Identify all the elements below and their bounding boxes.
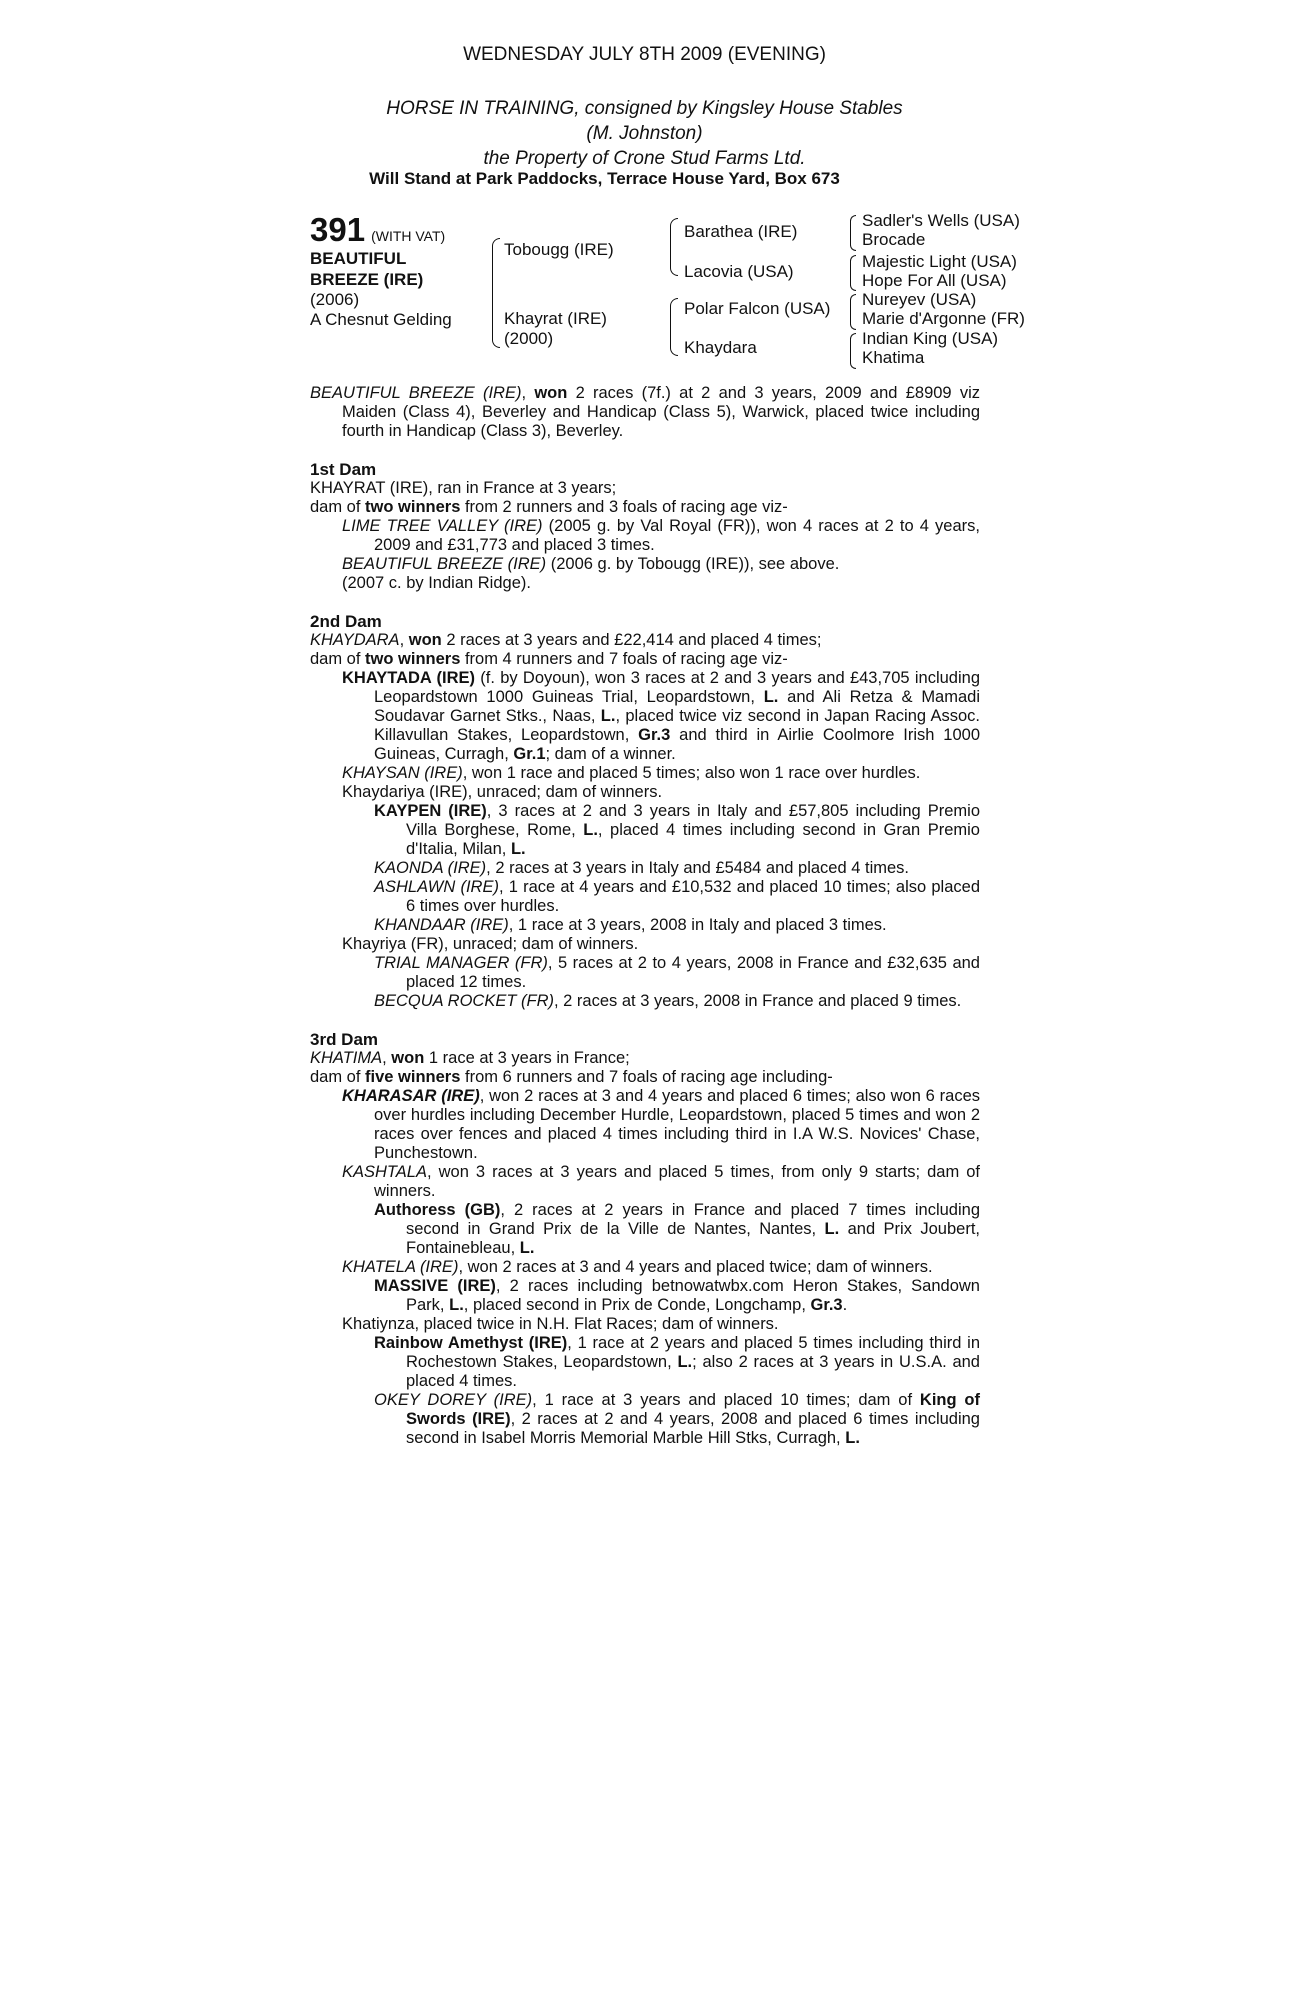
lot-number: 391 bbox=[310, 211, 366, 248]
consignment-info bbox=[0, 96, 1289, 171]
produce-ashlawn: ASHLAWN (IRE), 1 race at 4 years and £10,532 and placed 10 times; also placed 6 times over hurdles. bbox=[374, 878, 981, 915]
produce-okey-dorey: OKEY DOREY (IRE), 1 race at 3 years and placed 10 times; dam of King of Swords (IRE), 2 races at 2 and 4 years, 2008 and placed 6 times including second in Isabel Morris Memorial Marble Hill Stks, Curragh, L. bbox=[374, 1391, 980, 1447]
horse-description: A Chesnut Gelding bbox=[310, 310, 452, 329]
trainer-line: (M. Johnston) bbox=[586, 123, 703, 144]
produce-lime-tree-valley: LIME TREE VALLEY (IRE) (2005 g. by Val Royal (FR)), won 4 races at 2 to 4 years, 2009 and £31,773 and placed 3 times. bbox=[342, 517, 980, 554]
owner-line: the Property of Crone Stud Farms Ltd. bbox=[483, 148, 806, 169]
sale-date: WEDNESDAY JULY 8TH 2009 (EVENING) bbox=[463, 44, 826, 65]
first-dam-produce: dam of two winners from 2 runners and 3 foals of racing age viz- bbox=[310, 498, 788, 516]
produce-khatiynza: Khatiynza, placed twice in N.H. Flat Races; dam of winners. bbox=[342, 1315, 779, 1333]
pedigree-brace-g2 bbox=[850, 255, 856, 291]
produce-khandaar: KHANDAAR (IRE), 1 race at 3 years, 2008 in Italy and placed 3 times. bbox=[374, 916, 887, 934]
pedigree-g8: Khatima bbox=[862, 348, 925, 367]
first-dam-line: KHAYRAT (IRE), ran in France at 3 years; bbox=[310, 479, 617, 497]
produce-khaytada: KHAYTADA (IRE) (f. by Doyoun), won 3 races at 2 and 3 years and £43,705 including Leopardstown 1000 Guineas Trial, Leopardstown, L. and Ali Retza & Mamadi Soudavar Garnet Stks., Naas, L., placed twice viz second in Japan Racing Assoc. Killavullan Stakes, Leopardstown, Gr.3 and third in Airlie Coolmore Irish 1000 Guineas, Curragh, Gr.1; dam of a winner. bbox=[342, 669, 981, 763]
produce-authoress: Authoress (GB), 2 races at 2 years in France and placed 7 times including second in Grand Prix de la Ville de Nantes, Nantes, L. and Prix Joubert, Fontainebleau, L. bbox=[374, 1201, 981, 1257]
pedigree-g7: Indian King (USA) bbox=[862, 329, 999, 348]
vat-label: (WITH VAT) bbox=[371, 228, 446, 244]
pedigree-dam: Khayrat (IRE) bbox=[504, 309, 607, 328]
pedigree-sire-sire: Barathea (IRE) bbox=[684, 222, 798, 241]
produce-khayriya: Khayriya (FR), unraced; dam of winners. bbox=[342, 935, 639, 953]
third-dam-line: KHATIMA, won 1 race at 3 years in France; bbox=[310, 1049, 630, 1067]
race-record-intro: BEAUTIFUL BREEZE (IRE), won 2 races (7f.) at 2 and 3 years, 2009 and £8909 viz Maiden (Class 4), Beverley and Handicap (Class 5), Warwick, placed twice including fourth in Handicap (Class 3), Beverley. bbox=[310, 384, 981, 440]
pedigree-g5: Nureyev (USA) bbox=[862, 290, 977, 309]
produce-trial-manager: TRIAL MANAGER (FR), 5 races at 2 to 4 years, 2008 in France and £32,635 and placed 12 times. bbox=[374, 954, 980, 991]
produce-kaonda: KAONDA (IRE), 2 races at 3 years in Italy and £5484 and placed 4 times. bbox=[374, 859, 909, 877]
produce-khaysan: KHAYSAN (IRE), won 1 race and placed 5 times; also won 1 race over hurdles. bbox=[342, 764, 921, 782]
second-dam-produce: dam of two winners from 4 runners and 7 foals of racing age viz- bbox=[310, 650, 788, 668]
pedigree-sire: Tobougg (IRE) bbox=[504, 240, 614, 259]
produce-kharasar: KHARASAR (IRE), won 2 races at 3 and 4 years and placed 6 times; also won 6 races over hurdles including December Hurdle, Leopardstown, placed 5 times and won 2 races over fences and placed 4 times including third in I.A W.S. Novices' Chase, Punchestown. bbox=[342, 1087, 980, 1162]
lot-block bbox=[310, 212, 452, 330]
catalogue-body bbox=[310, 384, 980, 1448]
produce-2007-colt: (2007 c. by Indian Ridge). bbox=[342, 574, 531, 592]
produce-beautiful-breeze: BEAUTIFUL BREEZE (IRE) (2006 g. by Tobougg (IRE)), see above. bbox=[342, 555, 840, 573]
pedigree-dam-sire: Polar Falcon (USA) bbox=[684, 299, 831, 318]
stand-location: Will Stand at Park Paddocks, Terrace House Yard, Box 673 bbox=[369, 169, 840, 188]
horse-name-line2: BREEZE (IRE) bbox=[310, 270, 424, 289]
third-dam-heading: 3rd Dam bbox=[310, 1030, 379, 1049]
produce-kaypen: KAYPEN (IRE), 3 races at 2 and 3 years in Italy and £57,805 including Premio Villa Borghese, Rome, L., placed 4 times including second in Gran Premio d'Italia, Milan, L. bbox=[374, 802, 980, 858]
horse-name-line1: BEAUTIFUL bbox=[310, 249, 407, 268]
pedigree-dam-dam: Khaydara bbox=[684, 338, 757, 357]
second-dam-heading: 2nd Dam bbox=[310, 612, 382, 631]
pedigree-brace-g3 bbox=[850, 294, 856, 330]
pedigree-brace-gen1 bbox=[492, 238, 500, 348]
pedigree-g3: Majestic Light (USA) bbox=[862, 252, 1017, 271]
pedigree-g1: Sadler's Wells (USA) bbox=[862, 211, 1020, 230]
produce-becqua-rocket: BECQUA ROCKET (FR), 2 races at 3 years, 2008 in France and placed 9 times. bbox=[374, 992, 962, 1010]
first-dam-heading: 1st Dam bbox=[310, 460, 377, 479]
pedigree-g2: Brocade bbox=[862, 230, 926, 249]
foaling-year: (2006) bbox=[310, 290, 360, 309]
produce-kashtala: KASHTALA, won 3 races at 3 years and placed 5 times, from only 9 starts; dam of winners. bbox=[342, 1163, 980, 1200]
lot-header bbox=[310, 212, 452, 248]
produce-khaydariya: Khaydariya (IRE), unraced; dam of winners. bbox=[342, 783, 663, 801]
produce-khatela: KHATELA (IRE), won 2 races at 3 and 4 years and placed twice; dam of winners. bbox=[342, 1258, 933, 1276]
pedigree-g4: Hope For All (USA) bbox=[862, 271, 1007, 290]
third-dam-produce: dam of five winners from 6 runners and 7 foals of racing age including- bbox=[310, 1068, 833, 1086]
produce-massive: MASSIVE (IRE), 2 races including betnowatwbx.com Heron Stakes, Sandown Park, L., placed second in Prix de Conde, Longchamp, Gr.3. bbox=[374, 1277, 980, 1314]
pedigree-sire-dam: Lacovia (USA) bbox=[684, 262, 794, 281]
pedigree-g6: Marie d'Argonne (FR) bbox=[862, 309, 1025, 328]
pedigree-dam-year: (2000) bbox=[504, 329, 554, 348]
pedigree-brace-dam bbox=[670, 298, 678, 356]
second-dam-line: KHAYDARA, won 2 races at 3 years and £22,414 and placed 4 times; bbox=[310, 631, 822, 649]
consignor-line: HORSE IN TRAINING, consigned by Kingsley House Stables bbox=[386, 98, 903, 119]
produce-rainbow-amethyst: Rainbow Amethyst (IRE), 1 race at 2 years and placed 5 times including third in Rochestown Stakes, Leopardstown, L.; also 2 races at 3 years in U.S.A. and placed 4 times. bbox=[374, 1334, 980, 1390]
pedigree-brace-sire bbox=[670, 218, 678, 276]
pedigree-brace-g1 bbox=[850, 215, 856, 251]
pedigree-brace-g4 bbox=[850, 333, 856, 369]
